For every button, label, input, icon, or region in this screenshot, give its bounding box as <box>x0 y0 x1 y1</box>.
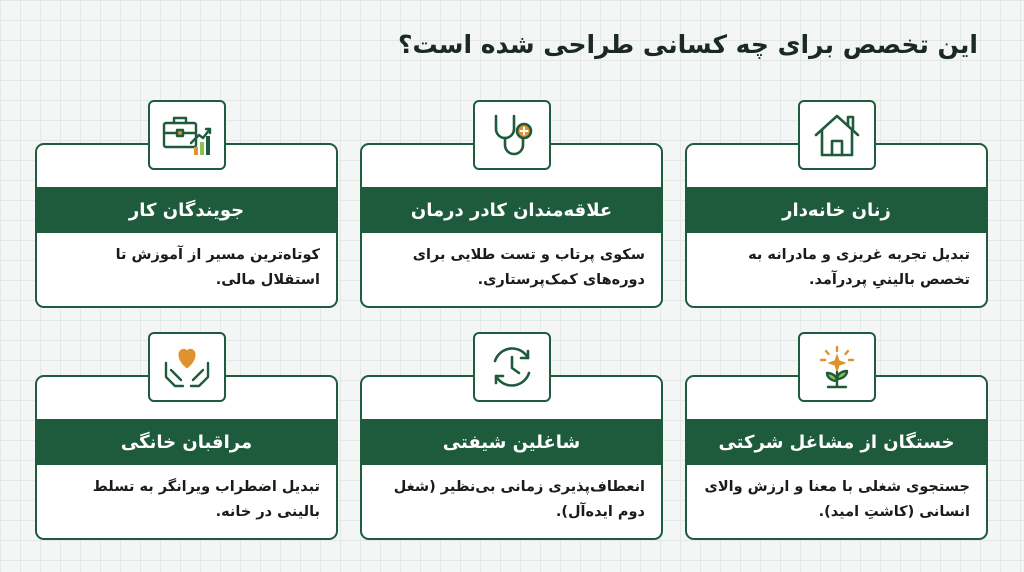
house-icon <box>798 100 876 170</box>
card-title: شاغلین شیفتی <box>360 419 663 465</box>
sprout-icon <box>798 332 876 402</box>
clock-cycle-icon <box>473 332 551 402</box>
caring-hands-icon <box>148 332 226 402</box>
card-description: تبدیل تجربه غریزی و مادرانه به تخصص بالینیِ پردرآمد. <box>748 247 970 289</box>
card-job-seekers <box>35 143 338 308</box>
stethoscope-icon <box>473 100 551 170</box>
card-shift-workers <box>360 375 663 540</box>
card-description: کوتاه‌ترین مسیر از آموزش تا استقلال مالی. <box>115 247 320 289</box>
card-description: سکوی پرتاب و تست طلایی برای دوره‌های کمک‌پرستاری. <box>412 247 645 289</box>
card-title: خستگان از مشاغل شرکتی <box>685 419 988 465</box>
card-healthcare-enthusiasts <box>360 143 663 308</box>
briefcase-growth-icon <box>148 100 226 170</box>
card-title: علاقه‌مندان کادر درمان <box>360 187 663 233</box>
page-title: این تخصص برای چه کسانی طراحی شده است؟ <box>397 30 978 59</box>
card-description: جستجوی شغلی با معنا و ارزش والای انسانی (کاشتِ امید). <box>704 479 970 521</box>
card-description: انعطاف‌پذیری زمانی بی‌نظیر (شغل دوم ایده‌آل). <box>393 479 645 521</box>
card-home-caregivers <box>35 375 338 540</box>
card-corporate-burnout <box>685 375 988 540</box>
card-title: زنان خانه‌دار <box>685 187 988 233</box>
card-housewives <box>685 143 988 308</box>
card-title: جویندگان کار <box>35 187 338 233</box>
card-description: تبدیل اضطراب ویرانگر به تسلط بالینی در خانه. <box>92 479 320 521</box>
card-title: مراقبان خانگی <box>35 419 338 465</box>
